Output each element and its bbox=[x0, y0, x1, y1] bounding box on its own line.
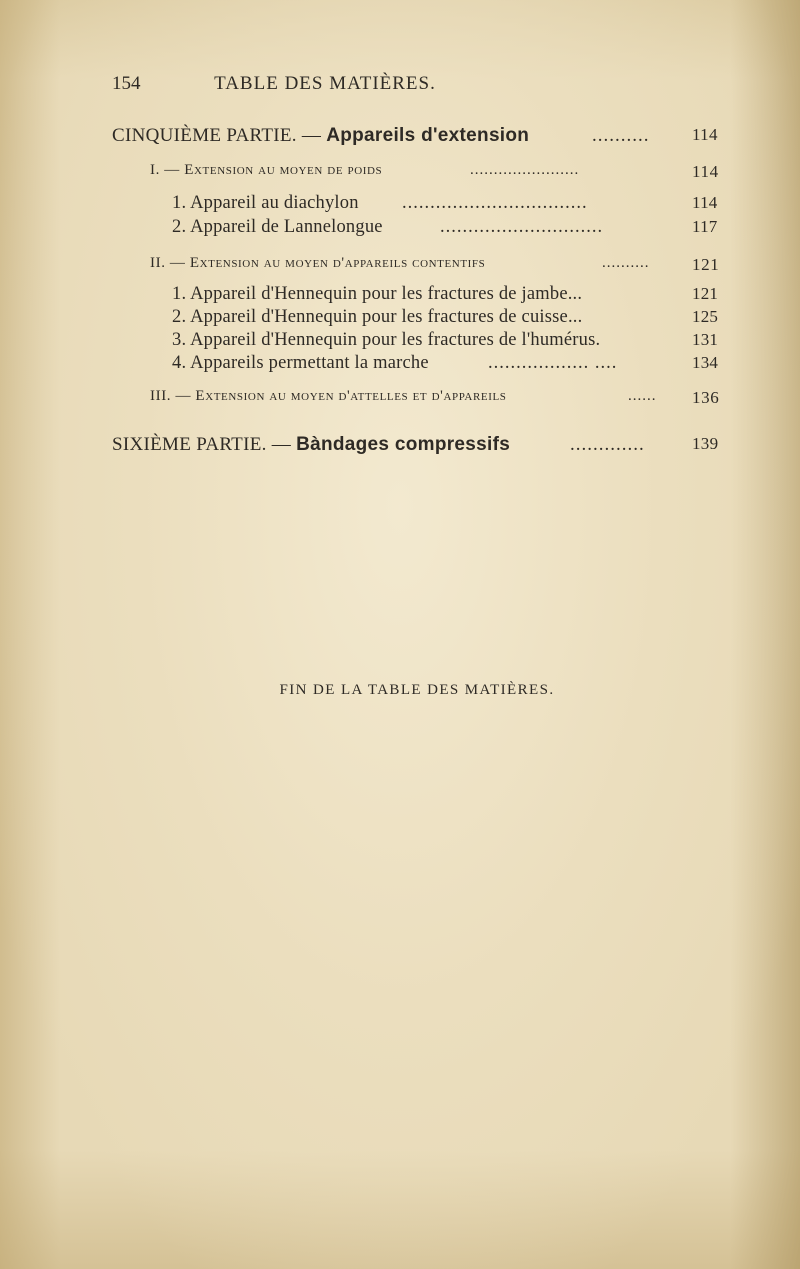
toc-entry-item bbox=[0, 330, 800, 354]
toc-item-label: 4. Appareils permettant la marche bbox=[172, 353, 429, 373]
dot-leader: ................................. bbox=[402, 193, 588, 213]
toc-page-number: 117 bbox=[692, 217, 718, 236]
toc-page-number: 114 bbox=[692, 193, 718, 212]
toc-item-label: 1. Appareil au diachylon bbox=[172, 193, 359, 213]
toc-item-label: 1. Appareil d'Hennequin pour les fractures de jambe... bbox=[172, 284, 583, 304]
toc-page-number: 114 bbox=[692, 125, 718, 144]
toc-part-5-prefix: CINQUIÈME PARTIE. — bbox=[112, 125, 327, 146]
dot-leader: ....................... bbox=[470, 162, 580, 178]
toc-page-number: 125 bbox=[692, 307, 719, 326]
dot-leader: ............................. bbox=[440, 217, 604, 237]
toc-entry-section-3 bbox=[0, 388, 800, 412]
toc-page-number: 134 bbox=[692, 353, 719, 372]
toc-page-number: 136 bbox=[692, 388, 720, 407]
toc-page-number: 114 bbox=[692, 162, 719, 181]
page-number: 154 bbox=[112, 73, 141, 94]
toc-item-label: 3. Appareil d'Hennequin pour les fractures de l'humérus. bbox=[172, 330, 601, 350]
toc-entry-item bbox=[0, 284, 800, 308]
end-of-table-text: FIN DE LA TABLE DES MATIÈRES. bbox=[279, 682, 555, 698]
toc-page-number: 131 bbox=[692, 330, 719, 349]
toc-entry-section-1 bbox=[0, 162, 800, 186]
toc-entry-item bbox=[0, 193, 800, 217]
toc-section-label: III. — Extension au moyen d'attelles et d'appareils bbox=[150, 388, 507, 404]
dot-leader: ...... bbox=[628, 388, 657, 404]
toc-item-label: 2. Appareil d'Hennequin pour les fractures de cuisse... bbox=[172, 307, 583, 327]
toc-page-number: 121 bbox=[692, 284, 719, 303]
toc-page-number: 121 bbox=[692, 255, 720, 274]
toc-section-label: II. — Extension au moyen d'appareils contentifs bbox=[150, 255, 486, 271]
toc-part-6-prefix: SIXIÈME PARTIE. — bbox=[112, 434, 297, 455]
toc-part-5-title: Appareils d'extension bbox=[326, 125, 530, 146]
toc-page-number: 139 bbox=[692, 434, 719, 453]
toc-entry-item bbox=[0, 217, 800, 241]
page-header bbox=[0, 73, 800, 99]
toc-entry-part-6 bbox=[0, 434, 800, 458]
dot-leader: ............. bbox=[570, 434, 645, 455]
dot-leader: .......... bbox=[602, 255, 650, 271]
toc-entry-item bbox=[0, 353, 800, 377]
toc-item-label: 2. Appareil de Lannelongue bbox=[172, 217, 383, 237]
toc-part-6-heading bbox=[112, 434, 510, 456]
dot-leader: .................. .... bbox=[488, 353, 618, 373]
toc-part-5-heading bbox=[112, 125, 529, 147]
toc-section-label: I. — Extension au moyen de poids bbox=[150, 162, 383, 178]
toc-entry-item bbox=[0, 307, 800, 331]
toc-entry-section-2 bbox=[0, 255, 800, 279]
dot-leader: .......... bbox=[592, 125, 650, 146]
running-title: TABLE DES MATIÈRES. bbox=[214, 73, 436, 94]
toc-entry-part-5 bbox=[0, 125, 800, 149]
toc-part-6-title: Bàndages compressifs bbox=[296, 434, 511, 455]
